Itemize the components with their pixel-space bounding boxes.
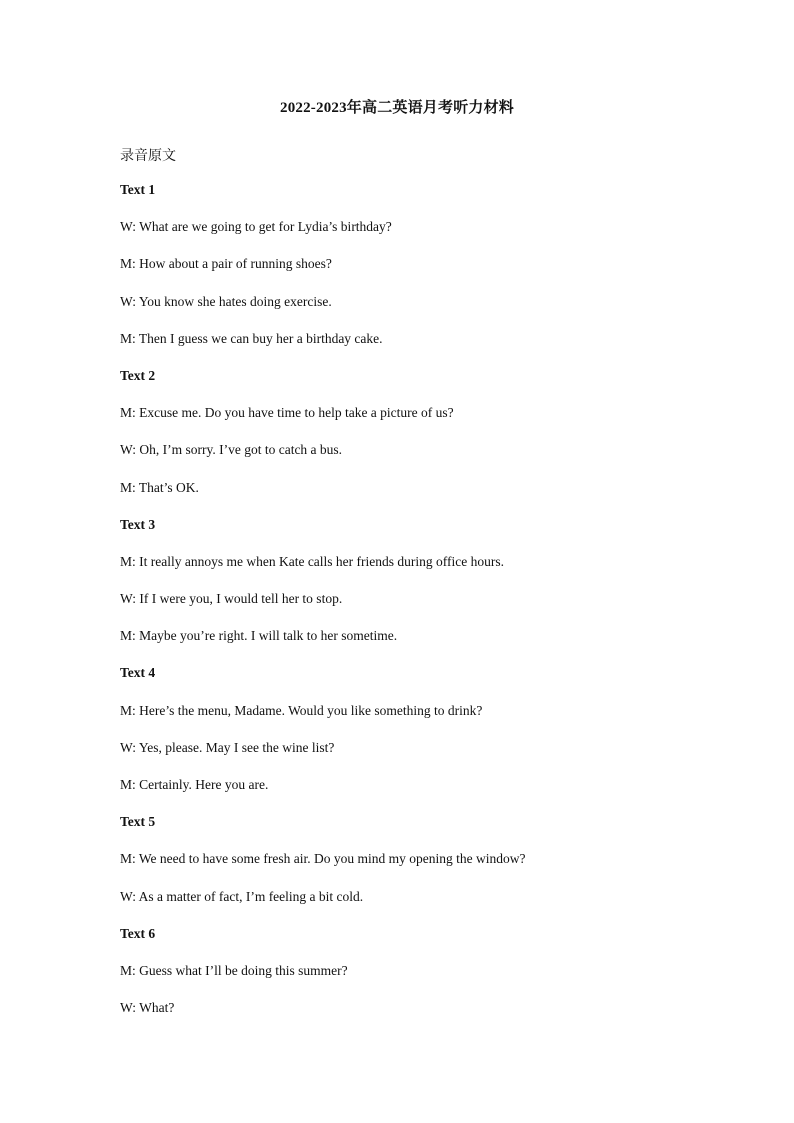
dialogue-line: M: It really annoys me when Kate calls her friends during office hours. bbox=[120, 553, 505, 569]
section-heading: Text 6 bbox=[120, 925, 156, 941]
dialogue-line: W: If I were you, I would tell her to stop. bbox=[120, 591, 343, 607]
dialogue-line: W: What? bbox=[120, 1000, 175, 1016]
section-heading: Text 3 bbox=[120, 516, 156, 532]
dialogue-line: M: Maybe you’re right. I will talk to her sometime. bbox=[120, 628, 398, 644]
dialogue-line: W: You know she hates doing exercise. bbox=[120, 293, 332, 309]
dialogue-line: W: Yes, please. May I see the wine list? bbox=[120, 739, 335, 755]
dialogue-line: M: We need to have some fresh air. Do you mind my opening the window? bbox=[120, 851, 526, 867]
dialogue-line: M: Here’s the menu, Madame. Would you like something to drink? bbox=[120, 702, 483, 718]
section-heading: Text 5 bbox=[120, 814, 156, 830]
dialogue-line: M: Then I guess we can buy her a birthday cake. bbox=[120, 330, 383, 346]
section-heading: Text 2 bbox=[120, 367, 156, 383]
dialogue-line: M: That’s OK. bbox=[120, 479, 199, 495]
dialogue-line: W: As a matter of fact, I’m feeling a bit cold. bbox=[120, 888, 364, 904]
document-title: 2022-2023年高二英语月考听力材料 bbox=[280, 100, 514, 116]
transcript-body bbox=[120, 182, 720, 1037]
dialogue-line: M: Excuse me. Do you have time to help take a picture of us? bbox=[120, 405, 454, 421]
dialogue-line: W: What are we going to get for Lydia’s birthday? bbox=[120, 219, 392, 235]
dialogue-line: M: Certainly. Here you are. bbox=[120, 777, 269, 792]
dialogue-line: M: How about a pair of running shoes? bbox=[120, 256, 332, 272]
dialogue-line: W: Oh, I’m sorry. I’ve got to catch a bus. bbox=[120, 442, 343, 458]
dialogue-line: M: Guess what I’ll be doing this summer? bbox=[120, 962, 348, 978]
document-subtitle: 录音原文 bbox=[120, 148, 176, 164]
section-heading: Text 4 bbox=[120, 665, 156, 681]
section-heading: Text 1 bbox=[120, 182, 156, 197]
